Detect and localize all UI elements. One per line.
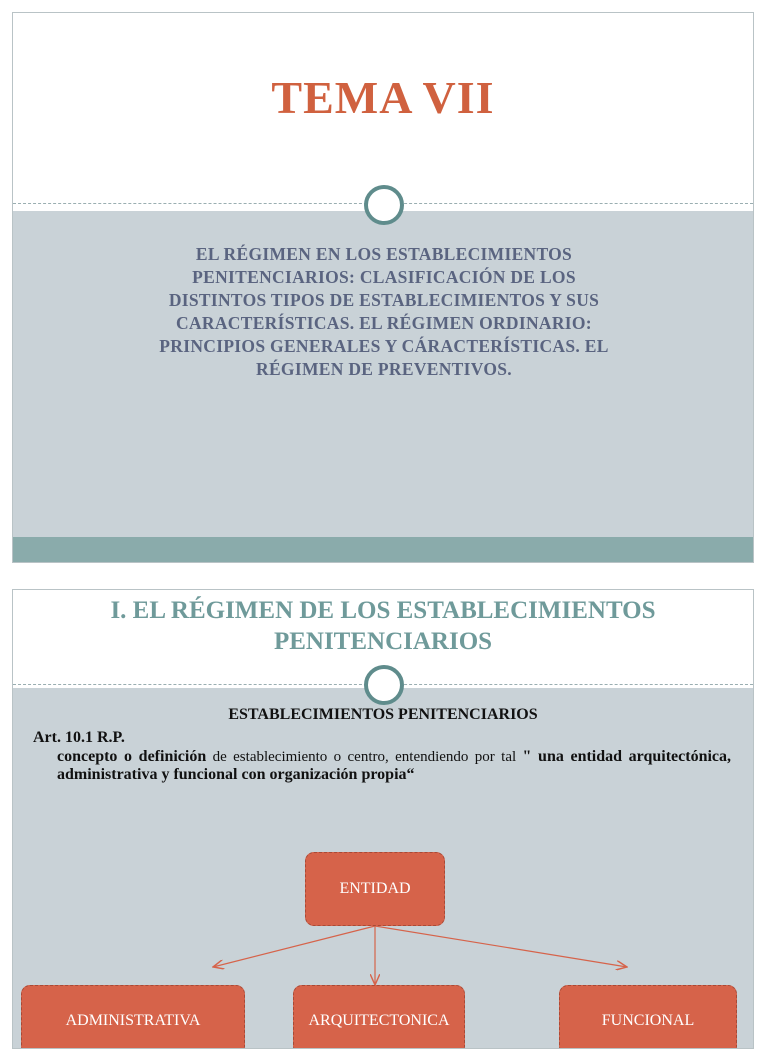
subtitle-line: RÉGIMEN DE PREVENTIVOS.	[256, 359, 512, 379]
title-slide	[12, 12, 754, 563]
diagram-node-funcional: FUNCIONAL	[559, 985, 737, 1049]
diagram-node-entidad: ENTIDAD	[305, 852, 445, 926]
definition-lead: concepto o definición	[57, 748, 207, 765]
slide-subtitle	[113, 243, 655, 381]
diagram-node-administrativa: ADMINISTRATIVA	[21, 985, 245, 1049]
section-title-line: PENITENCIARIOS	[273, 628, 493, 655]
definition-quote: " una entidad arquitectónica, administrativa y funcional con organización propia“	[57, 748, 732, 783]
slide-title: TEMA VII	[271, 72, 495, 123]
footer-bar	[13, 537, 753, 563]
content-heading: ESTABLECIMIENTOS PENITENCIARIOS	[228, 706, 538, 723]
content-slide	[12, 589, 754, 1049]
arrow-to-administrativa	[213, 926, 375, 967]
article-reference: Art. 10.1 R.P.	[33, 729, 125, 746]
circle-ornament-icon	[364, 185, 404, 225]
subtitle-line: PENITENCIARIOS: CLASIFICACIÓN DE LOS	[192, 267, 576, 287]
arrow-to-funcional	[375, 926, 627, 967]
definition-text: de establecimiento o centro, entendiendo por tal	[206, 749, 523, 765]
subtitle-line: EL RÉGIMEN EN LOS ESTABLECIMIENTOS	[195, 244, 573, 264]
diagram-connectors	[13, 590, 754, 1049]
section-title-line: I. EL RÉGIMEN DE LOS ESTABLECIMIENTOS	[110, 597, 656, 624]
subtitle-line: PRINCIPIOS GENERALES Y CÁRACTERÍSTICAS. EL	[159, 336, 609, 356]
diagram-node-arquitectonica: ARQUITECTONICA	[293, 985, 465, 1049]
subtitle-line: DISTINTOS TIPOS DE ESTABLECIMIENTOS Y SUS	[168, 290, 600, 310]
subtitle-line: CARACTERÍSTICAS. EL RÉGIMEN ORDINARIO:	[176, 313, 592, 333]
